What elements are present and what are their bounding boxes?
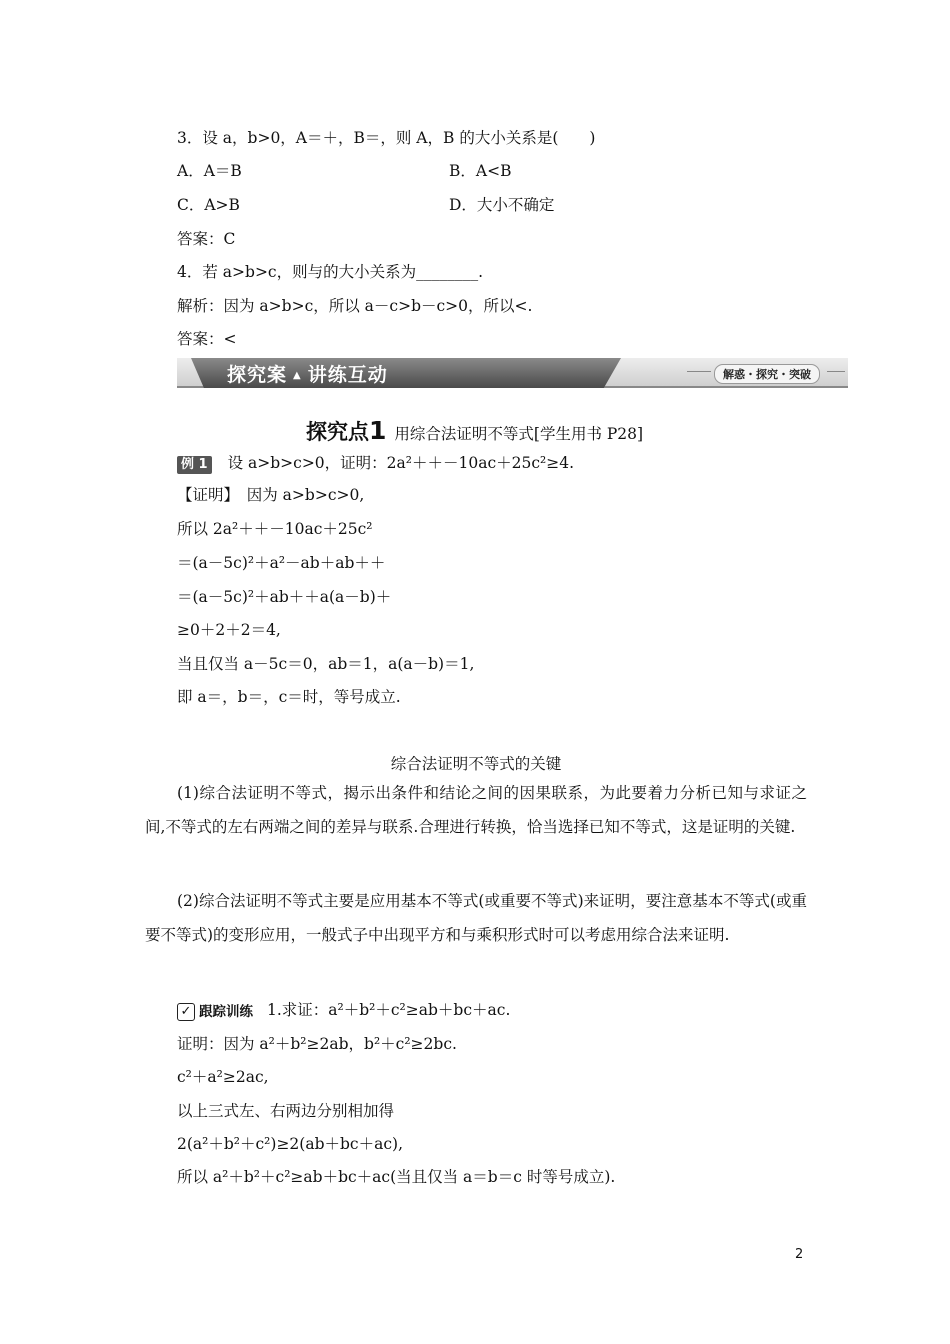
- triangle-icon: ▲: [293, 370, 302, 381]
- training-line: 所以 a²＋b²＋c²≥ab＋bc＋ac(当且仅当 a＝b＝c 时等号成立).: [177, 1168, 616, 1186]
- training-badge-label: 跟踪训练: [199, 1004, 253, 1020]
- q3-answer: 答案：C: [177, 230, 236, 248]
- section-label: 探究点: [306, 420, 369, 444]
- tag-divider-left: [687, 371, 711, 372]
- tag-divider-right: [827, 371, 845, 372]
- example-1: [177, 452, 574, 474]
- training-stem: 1.求证：a²＋b²＋c²≥ab＋bc＋ac.: [267, 1001, 511, 1019]
- q3-option-a: A．A＝B: [177, 162, 242, 180]
- proof-line: 所以 2a²＋＋－10ac＋25c²: [177, 520, 373, 538]
- proof-line: ＝(a－5c)²＋ab＋＋a(a－b)＋: [177, 588, 392, 606]
- check-icon: ✓: [177, 1003, 195, 1021]
- example-badge: 例 1: [177, 456, 212, 474]
- training-header: [177, 999, 510, 1023]
- section-banner: [177, 358, 848, 390]
- section-number: 1: [369, 416, 387, 445]
- q3-option-d: D．大小不确定: [449, 196, 555, 214]
- key-paragraph-1: (1)综合法证明不等式，揭示出条件和结论之间的因果联系，为此要着力分析已知与求证之间,不等式的左右两端之间的差异与联系.合理进行转换，恰当选择已知不等式，这是证明的关键.: [145, 784, 807, 836]
- proof-head: 【证明】 因为 a>b>c>0,: [177, 486, 365, 504]
- banner-left-text: 探究案: [227, 364, 288, 386]
- q3-option-b: B．A<B: [449, 162, 512, 180]
- q4-answer: 答案：<: [177, 330, 237, 348]
- q4-stem: 4．若 a>b>c，则与的大小关系为________.: [177, 263, 484, 281]
- training-line: c²＋a²≥2ac,: [177, 1068, 269, 1086]
- training-badge: [177, 1001, 253, 1023]
- section-title: [306, 416, 643, 446]
- q4-analysis: 解析：因为 a>b>c，所以 a－c>b－c>0，所以<.: [177, 297, 533, 315]
- training-line: 证明：因为 a²＋b²≥2ab，b²＋c²≥2bc.: [177, 1035, 457, 1053]
- proof-line: ≥0＋2＋2＝4,: [177, 621, 281, 639]
- banner-tag: 解惑・探究・突破: [714, 364, 820, 384]
- banner-title: [227, 360, 388, 387]
- training-line: 以上三式左、右两边分别相加得: [177, 1102, 395, 1120]
- page-number: 2: [795, 1247, 804, 1262]
- key-title: 综合法证明不等式的关键: [390, 755, 562, 773]
- proof-line: ＝(a－5c)²＋a²－ab＋ab＋＋: [177, 554, 386, 572]
- training-line: 2(a²＋b²＋c²)≥2(ab＋bc＋ac),: [177, 1135, 403, 1153]
- example-stem: 设 a>b>c>0，证明：2a²＋＋－10ac＋25c²≥4.: [227, 454, 575, 472]
- proof-line: 当且仅当 a－5c＝0，ab＝1，a(a－b)＝1,: [177, 655, 475, 673]
- section-heading: 用综合法证明不等式[学生用书 P28]: [394, 425, 644, 443]
- q3-option-c: C．A>B: [177, 196, 240, 214]
- banner-right-text: 讲练互动: [307, 364, 388, 386]
- key-paragraph-2: (2)综合法证明不等式主要是应用基本不等式(或重要不等式)来证明，要注意基本不等式(或重要不等式)的变形应用，一般式子中出现平方和与乘积形式时可以考虑用综合法来证明.: [145, 892, 807, 944]
- q3-stem: 3．设 a，b>0，A＝＋，B＝，则 A，B 的大小关系是( ): [177, 129, 596, 147]
- proof-line: 即 a＝，b＝，c＝时，等号成立.: [177, 688, 401, 706]
